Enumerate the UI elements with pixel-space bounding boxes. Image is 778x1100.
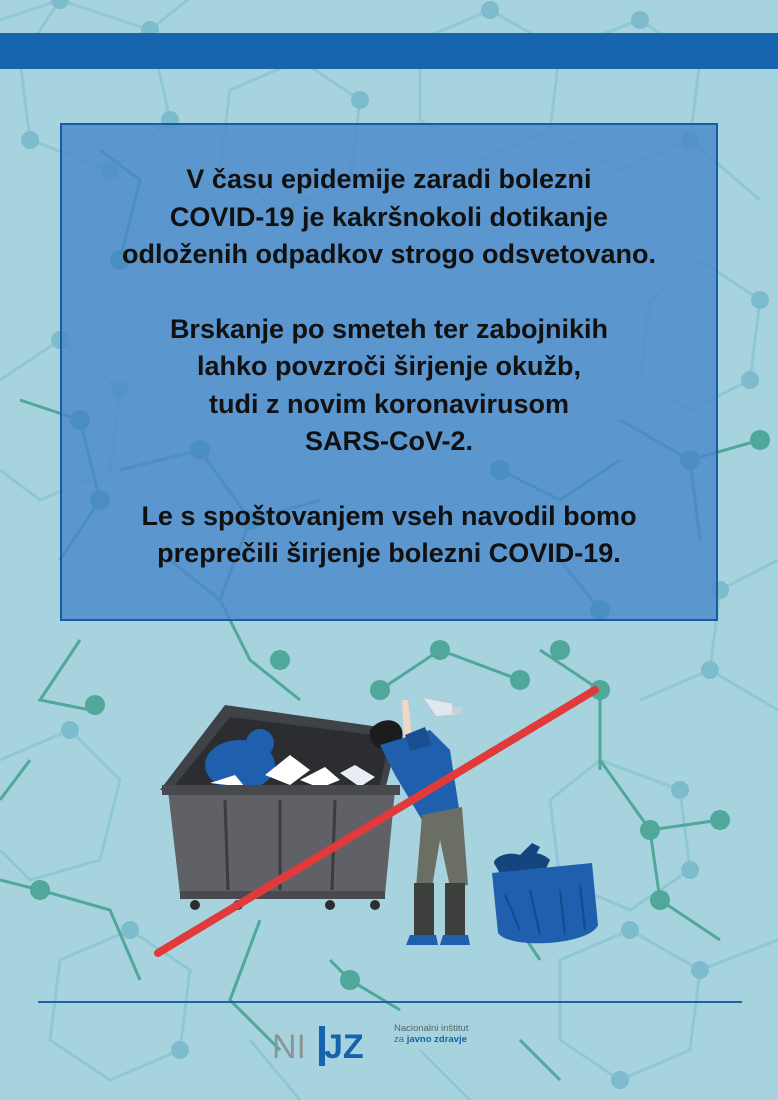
logo-mark-jz: JZ — [324, 1028, 364, 1066]
logo-bold: javno zdravje — [406, 1034, 467, 1045]
text-line: odloženih odpadkov strogo odsvetovano. — [121, 239, 657, 269]
bottle-icon — [422, 697, 462, 717]
logo-prefix: za — [394, 1034, 407, 1045]
text-line: Brskanje po smeteh ter zabojnikih — [169, 313, 609, 344]
message-panel — [60, 123, 718, 621]
dumpster-rummaging-illustration — [140, 655, 620, 965]
infection-paragraph — [62, 311, 716, 461]
nijz-logo-mark — [272, 1020, 386, 1068]
text-line: SARS-CoV-2. — [304, 426, 474, 456]
footer-divider — [38, 1001, 742, 1003]
text-line: lahko povzroči širjenje okužb, — [196, 351, 582, 381]
text-line: tudi z novim koronavirusom — [208, 388, 570, 419]
logo-wordmark — [394, 1023, 468, 1045]
text-line: COVID-19 je kakršnokoli dotikanje — [169, 201, 609, 232]
nijz-logo — [272, 1018, 512, 1070]
logo-mark-ni: NI — [272, 1028, 306, 1066]
trash-bag-icon — [492, 843, 598, 943]
text-line: preprečili širjenje bolezni COVID-19. — [157, 538, 621, 568]
top-banner-bar — [0, 33, 778, 69]
text-line: V času epidemije zaradi bolezni — [186, 164, 592, 194]
logo-line-health — [394, 1034, 468, 1045]
warning-paragraph — [62, 125, 716, 274]
text-line: Le s spoštovanjem vseh navodil bomo — [141, 500, 637, 531]
guidance-paragraph — [62, 498, 716, 573]
logo-line-institute: Nacionalni inštitut — [394, 1023, 469, 1034]
